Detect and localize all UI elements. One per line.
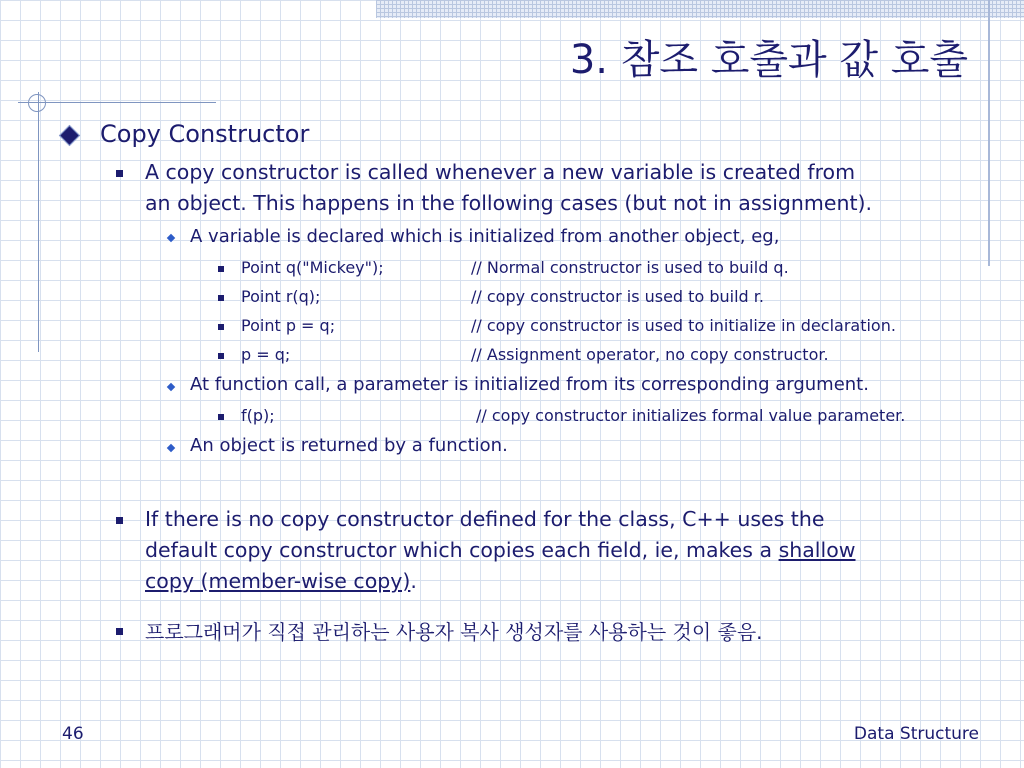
paragraph-2-period: . bbox=[410, 569, 417, 593]
sub-bullet-1: A variable is declared which is initialized from another object, eg, bbox=[190, 226, 780, 247]
code-line: p = q; bbox=[241, 345, 291, 364]
page-number: 46 bbox=[62, 724, 84, 744]
footer-course-name: Data Structure bbox=[853, 724, 979, 744]
decorative-circle bbox=[28, 94, 46, 112]
paragraph-2-line-2 bbox=[145, 538, 856, 562]
decorative-vertical-line-left bbox=[38, 92, 39, 352]
code-comment: // copy constructor initializes formal value parameter. bbox=[476, 406, 906, 425]
decorative-horizontal-line bbox=[18, 102, 216, 103]
paragraph-1-line-1: A copy constructor is called whenever a new variable is created from bbox=[145, 160, 856, 184]
small-diamond-bullet-icon bbox=[167, 383, 175, 391]
square-bullet-icon bbox=[218, 295, 224, 301]
paragraph-3-korean: 프로그래머가 직접 관리하는 사용자 복사 생성자를 사용하는 것이 좋음. bbox=[145, 620, 763, 644]
section-heading: Copy Constructor bbox=[100, 120, 310, 148]
member-wise-copy-underlined: copy (member-wise copy) bbox=[145, 569, 411, 593]
square-bullet-icon bbox=[218, 414, 224, 420]
small-diamond-bullet-icon bbox=[167, 444, 175, 452]
code-line: Point r(q); bbox=[241, 287, 321, 306]
paragraph-2-text: default copy constructor which copies each field, ie, makes a bbox=[145, 538, 779, 562]
top-pattern-band bbox=[376, 0, 1024, 18]
square-bullet-icon bbox=[218, 266, 224, 272]
square-bullet-icon bbox=[116, 628, 123, 635]
paragraph-1-line-2: an object. This happens in the following cases (but not in assignment). bbox=[145, 191, 873, 215]
square-bullet-icon bbox=[116, 170, 123, 177]
code-comment: // copy constructor is used to build r. bbox=[471, 287, 764, 306]
square-bullet-icon bbox=[218, 353, 224, 359]
sub-bullet-3: An object is returned by a function. bbox=[190, 435, 508, 456]
code-line: Point q("Mickey"); bbox=[241, 258, 384, 277]
slide-title: 3. 참조 호출과 값 호출 bbox=[569, 37, 968, 83]
shallow-underlined: shallow bbox=[778, 538, 856, 562]
square-bullet-icon bbox=[116, 517, 123, 524]
code-line: Point p = q; bbox=[241, 316, 336, 335]
code-comment: // Normal constructor is used to build q. bbox=[471, 258, 789, 277]
paragraph-2-line-1: If there is no copy constructor defined for the class, C++ uses the bbox=[145, 507, 825, 531]
paragraph-2-line-3 bbox=[145, 569, 417, 593]
decorative-vertical-line-right bbox=[988, 0, 990, 266]
sub-bullet-2: At function call, a parameter is initialized from its corresponding argument. bbox=[190, 374, 869, 395]
small-diamond-bullet-icon bbox=[167, 234, 175, 242]
code-comment: // Assignment operator, no copy constructor. bbox=[471, 345, 829, 364]
code-comment: // copy constructor is used to initialize in declaration. bbox=[471, 316, 896, 335]
code-line: f(p); bbox=[241, 406, 275, 425]
square-bullet-icon bbox=[218, 324, 224, 330]
diamond-bullet-icon bbox=[59, 125, 80, 146]
